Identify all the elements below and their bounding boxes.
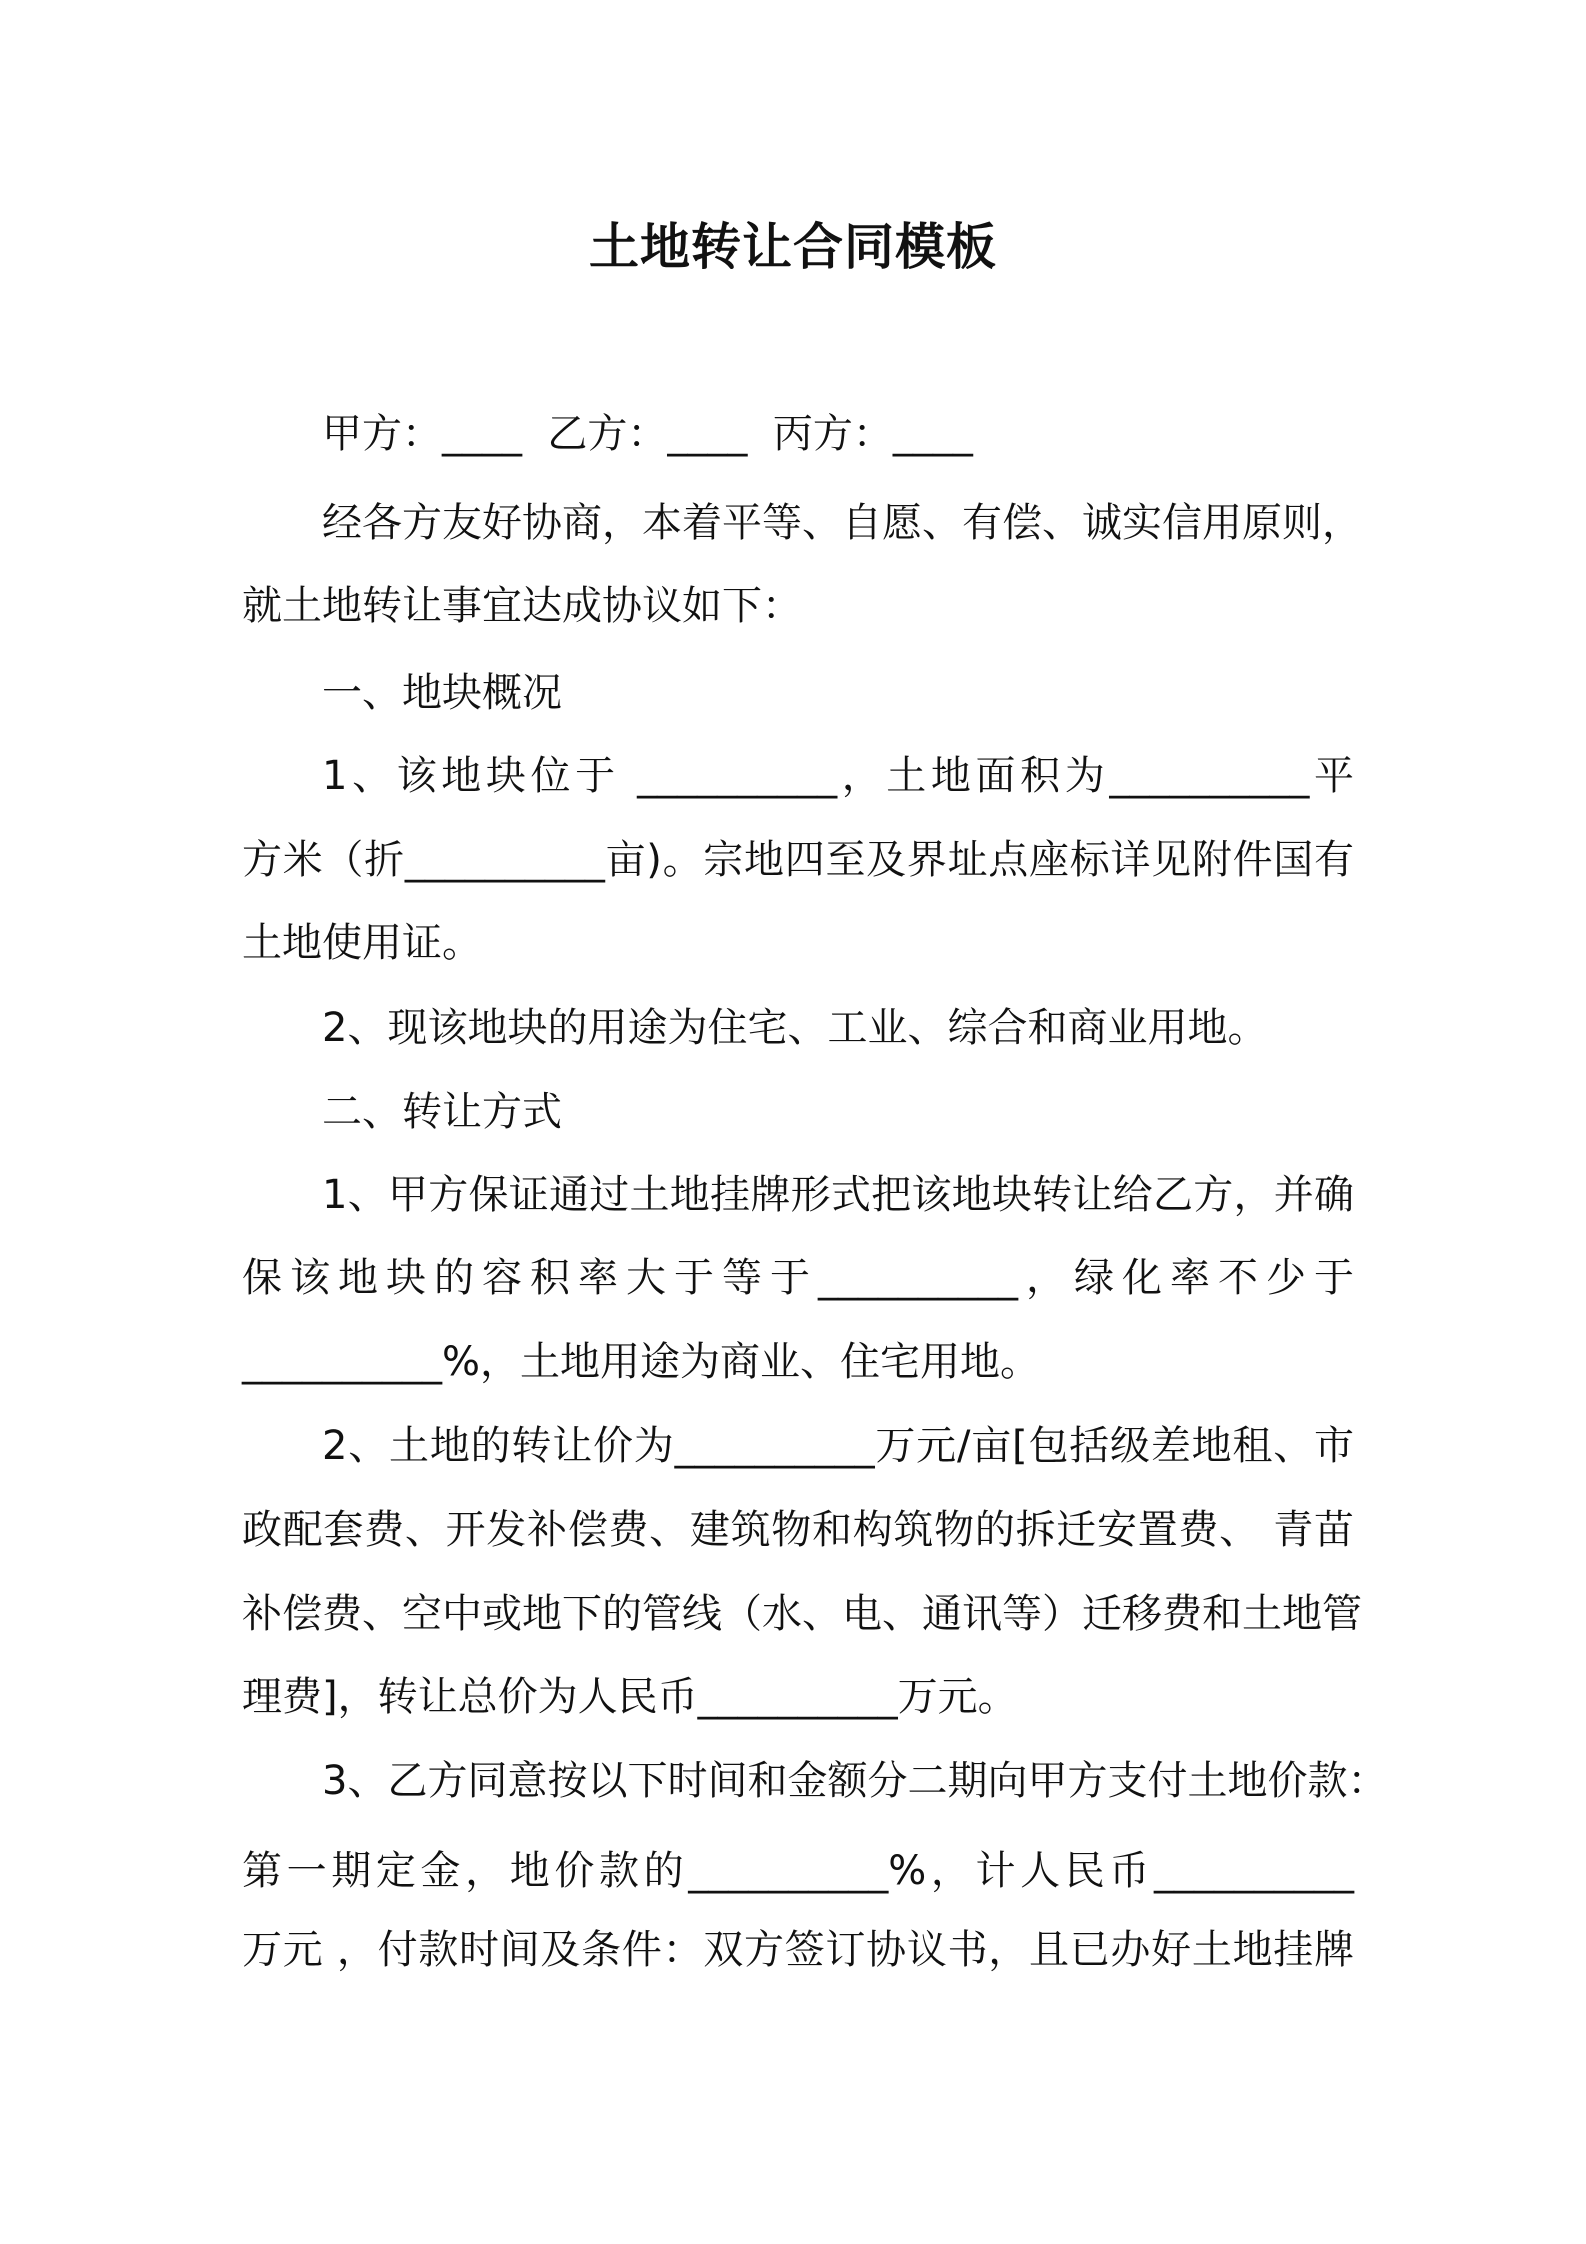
section-heading-2: 二、转让方式 bbox=[322, 1089, 562, 1135]
preamble-line-1: 经各方友好协商，本着平等、自愿、有偿、诚实信用原则， bbox=[322, 500, 1362, 546]
clause-2-1-line-2: 保该地块的容积率大于等于__________，绿化率不少于 bbox=[242, 1255, 1354, 1301]
clause-2-2-line-3: 补偿费、空中或地下的管线（水、电、通讯等）迁移费和土地管 bbox=[242, 1591, 1362, 1637]
clause-2-1-line-3: __________%，土地用途为商业、住宅用地。 bbox=[242, 1339, 1041, 1385]
parties-line: 甲方：____ 乙方：____ 丙方：____ bbox=[322, 411, 973, 457]
document-title: 土地转让合同模板 bbox=[589, 218, 997, 276]
section-heading-1: 一、地块概况 bbox=[322, 670, 562, 716]
clause-2-2-line-4: 理费]，转让总价为人民币__________万元。 bbox=[242, 1674, 1018, 1720]
clause-2-3-line-1: 3、乙方同意按以下时间和金额分二期向甲方支付土地价款： bbox=[322, 1758, 1388, 1804]
clause-2-2-line-2: 政配套费、开发补偿费、建筑物和构筑物的拆迁安置费、 青苗 bbox=[242, 1507, 1354, 1553]
clause-2-2-line-1: 2、土地的转让价为__________万元/亩[包括级差地租、市 bbox=[322, 1423, 1354, 1469]
clause-2-3-line-2: 第一期定金，地价款的__________%，计人民币__________ bbox=[242, 1848, 1354, 1894]
clause-1-1-line-3: 土地使用证。 bbox=[242, 920, 482, 966]
preamble-line-2: 就土地转让事宜达成协议如下： bbox=[242, 583, 802, 629]
clause-1-2: 2、现该地块的用途为住宅、工业、综合和商业用地。 bbox=[322, 1005, 1268, 1051]
clause-2-3-line-3: 万元 ，付款时间及条件：双方签订协议书，且已办好土地挂牌 bbox=[242, 1927, 1354, 1973]
clause-1-1-line-1: 1、该地块位于 __________，土地面积为__________平 bbox=[322, 753, 1354, 799]
clause-2-1-line-1: 1、甲方保证通过土地挂牌形式把该地块转让给乙方，并确 bbox=[322, 1172, 1354, 1218]
clause-1-1-line-2: 方米（折__________亩)。宗地四至及界址点座标详见附件国有 bbox=[242, 837, 1354, 883]
